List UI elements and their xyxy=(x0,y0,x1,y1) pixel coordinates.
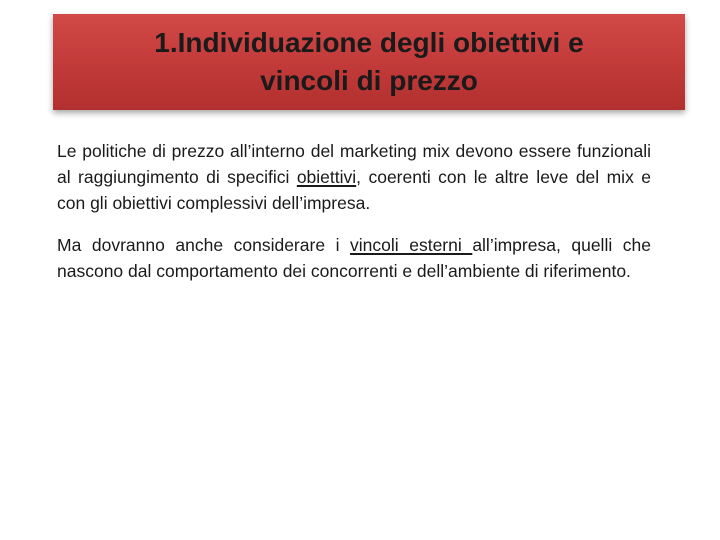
paragraph-text: Le politiche di prezzo all’interno del marketing mix devono essere funzionali al raggiungimento di specifici xyxy=(57,141,651,187)
paragraph-text: all’impresa, quelli che nascono dal comportamento dei concorrenti e dell’ambiente di riferimento. xyxy=(57,235,651,281)
slide-title-line-2: vincoli di prezzo xyxy=(260,65,478,96)
emphasized-term-vincoli-esterni: vincoli esterni xyxy=(350,235,473,255)
title-banner xyxy=(53,14,685,110)
slide-title xyxy=(53,24,685,100)
emphasized-term-obiettivi: obiettivi xyxy=(296,167,357,187)
paragraph-text: Ma dovranno anche considerare i xyxy=(57,235,351,255)
paragraph-constraints xyxy=(57,232,651,284)
paragraph-text: , coerenti con le altre leve del mix e con gli obiettivi complessivi dell’impresa. xyxy=(57,167,651,213)
paragraph-objectives xyxy=(57,138,651,216)
slide-body xyxy=(57,138,651,284)
slide-title-line-1: 1.Individuazione degli obiettivi e xyxy=(154,27,584,58)
